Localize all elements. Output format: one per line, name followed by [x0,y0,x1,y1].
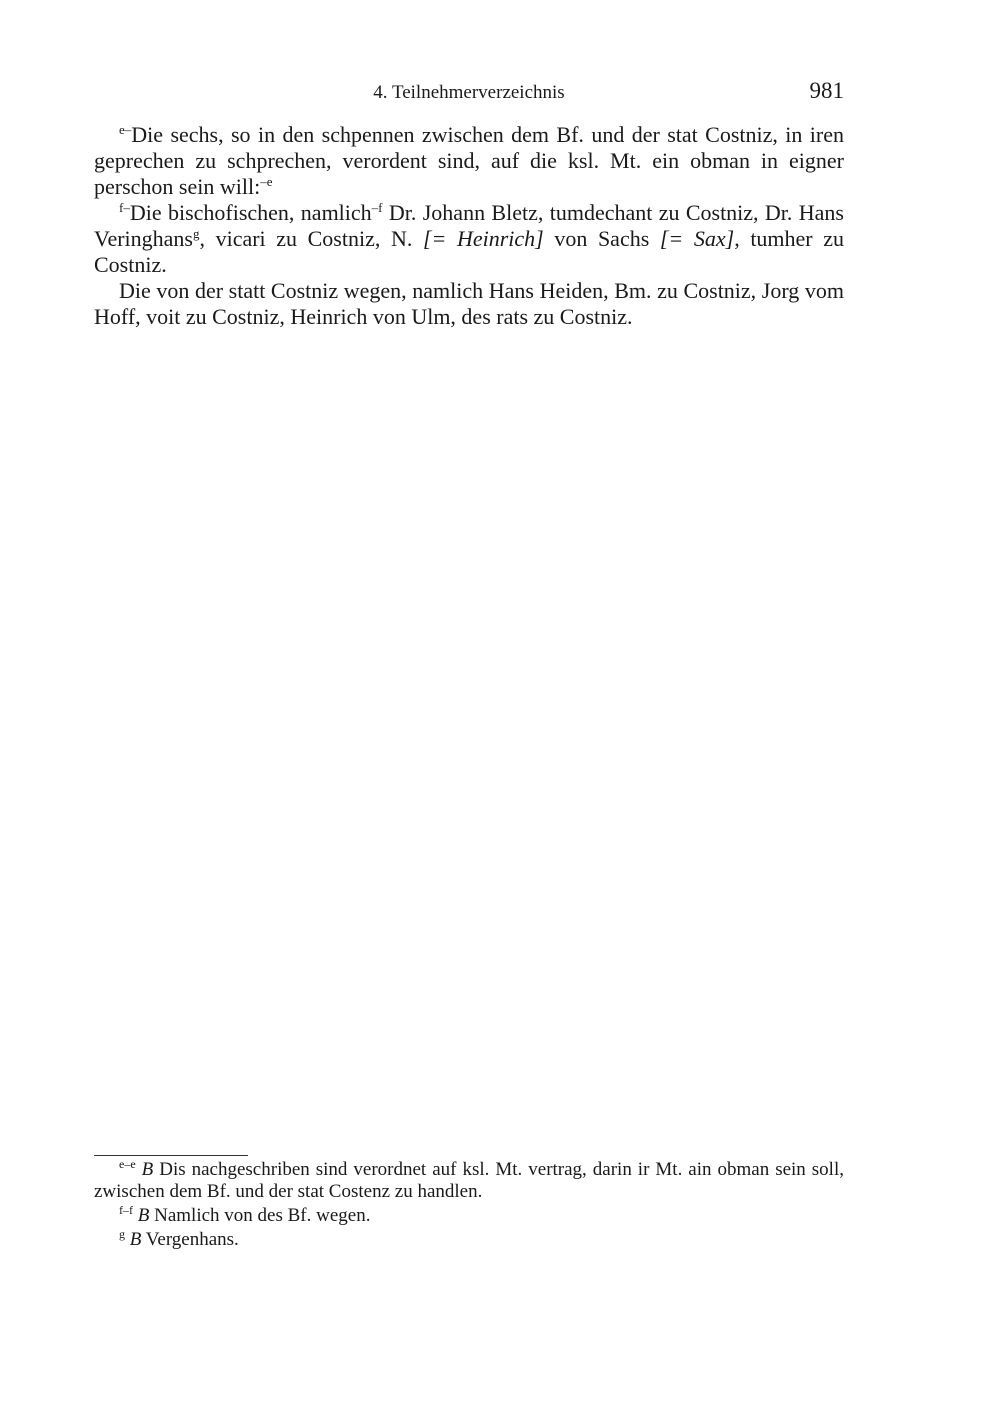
paragraph-text: Die bischofischen, namlich [129,200,372,225]
apparatus-mark: f– [119,200,130,215]
editorial-insertion: [= Sax] [659,226,735,251]
footnote-text: Namlich von des Bf. wegen. [149,1205,371,1226]
document-page [94,0,844,1418]
running-head [94,78,844,108]
paragraph-text: , tumher zu Costniz. [94,226,845,277]
apparatus-mark: –f [371,200,383,215]
footnote-mark: g [119,1227,125,1241]
page-number: 981 [809,78,844,103]
body-text [94,122,844,330]
footnote-mark: e–e [119,1157,136,1171]
paragraph-1 [94,122,844,200]
footnotes [94,1159,844,1251]
apparatus-mark: –e [260,174,273,189]
paragraph-3 [94,278,844,330]
footnote-f [94,1205,844,1227]
footnote-text: Vergenhans. [141,1229,239,1250]
footnote-siglum: B [137,1205,150,1226]
footnote-g [94,1229,844,1251]
footnote-siglum: B [141,1159,154,1180]
footnote-siglum: B [129,1229,142,1250]
footnote-divider [94,1155,248,1156]
apparatus-mark: e– [119,122,132,137]
footnote-e [94,1159,844,1203]
editorial-insertion: [= Heinrich] [422,226,544,251]
footnote-mark: g [192,226,200,241]
paragraph-text: Die sechs, so in den schpennen zwischen dem Bf. und der stat Costniz, in iren geprechen zu schprechen, verordent sind, auf die ksl. Mt. ein obman in eigner perschon sein will: [94,122,844,199]
paragraph-2 [94,200,844,278]
footnote-text: Dis nachgeschriben sind verordnet auf ksl. Mt. vertrag, darin ir Mt. ain obman sein soll, zwischen dem Bf. und der stat Costenz zu handlen. [94,1159,844,1202]
footnote-mark: f–f [119,1203,133,1217]
paragraph-text: , vicari zu Costniz, N. [199,226,423,251]
paragraph-text: von Sachs [543,226,660,251]
paragraph-text: Die von der statt Costniz wegen, namlich Hans Heiden, Bm. zu Costniz, Jorg vom Hoff, voit zu Costniz, Heinrich von Ulm, des rats zu Costniz. [94,278,844,329]
running-head-title: 4. Teilnehmerverzeichnis [373,82,565,103]
paragraph-text: Dr. Johann Bletz, tumdechant zu Costniz, Dr. Hans Veringhans [94,200,844,251]
